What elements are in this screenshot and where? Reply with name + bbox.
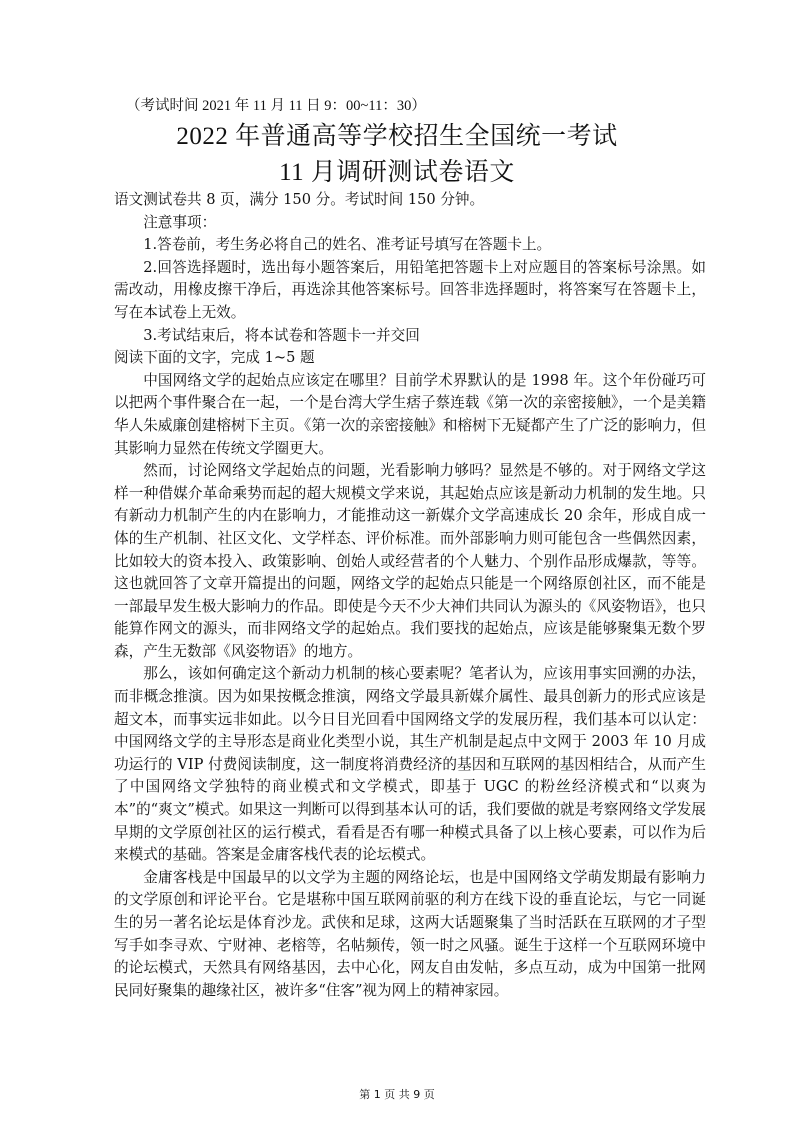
paragraph: 然而，讨论网络文学起始点的问题，光看影响力够吗？显然是不够的。对于网络文学这样一种借媒介革命乘势而起的超大规模文学来说，其起始点应该是新动力机制的发生地。只有新动力机制产生的内在影响力，才能推动这一新媒介文学高速成长 20 余年，形成自成一体的生产机制、社区文化、文学样态、评价标准。而外部影响力则可能包含一些偶然因素，比如较大的资本投入、政策影响、创始人或经营者的个人魅力、个别作品形成爆款，等等。这也就回答了文章开篇提出的问题，网络文学的起始点只能是一个网络原创社区，而不能是一部最早发生极大影响力的作品。即使是今天不少大神们共同认为源头的《风姿物语》，也只能算作网文的源头，而非网络文学的起始点。我们要找的起始点，应该是能够聚集无数个罗森，产生无数部《风姿物语》的地方。 [114, 462, 706, 660]
exam-title: 2022 年普通高等学校招生全国统一考试 [176, 123, 618, 150]
note-item: 1.答卷前，考生务必将自己的姓名、准考证号填写在答题卡上。 [143, 236, 552, 254]
exam-time: （考试时间 2021 年 11 月 11 日 9：00~11：30） [126, 98, 426, 114]
page-number: 第 1 页 共 9 页 [359, 1088, 435, 1101]
reading-prompt: 阅读下面的文字，完成 1~5 题 [114, 349, 315, 367]
paragraph: 那么，该如何确定这个新动力机制的核心要素呢？笔者认为，应该用事实回溯的办法，而非概念推演。因为如果按概念推演，网络文学最具新媒介属性、最具创新力的形式应该是超文本，而事实远非如此。以今日目光回看中国网络文学的发展历程，我们基本可以认定：中国网络文学的主导形态是商业化类型小说，其生产机制是起点中文网于 2003 年 10 月成功运行的 VIP 付费阅读制度，这一制度将消费经济的基因和互联网的基因相结合，从而产生了中国网络文学独特的商业模式和文学模式，即基于 UGC 的粉丝经济模式和“以爽为本”的“爽文”模式。如果这一判断可以得到基本认可的话，我们要做的就是考察网络文学发展早期的文学原创社区的运行模式，看看是否有哪一种模式具备了以上核心要素，可以作为后来模式的基础。答案是金庸客栈代表的论坛模式。 [114, 665, 706, 864]
exam-subtitle: 11 月调研测试卷语文 [279, 159, 515, 186]
notes-heading: 注意事项： [143, 213, 217, 231]
instructions-summary: 语文测试卷共 8 页，满分 150 分。考试时间 150 分钟。 [114, 191, 485, 208]
paragraph: 中国网络文学的起始点应该定在哪里？目前学术界默认的是 1998 年。这个年份碰巧可以把两个事件聚合在一起，一个是台湾大学生痞子蔡连载《第一次的亲密接触》，一个是美籍华人朱威廉创建榕树下主页。《第一次的亲密接触》和榕树下无疑都产生了广泛的影响力，但其影响力显然在传统文学圈更大。 [114, 371, 706, 457]
note-item: 3.考试结束后，将本试卷和答题卡一并交回 [143, 326, 420, 344]
note-item: 2.回答选择题时，选出每小题答案后，用铅笔把答题卡上对应题目的答案标号涂黑。如需改动，用橡皮擦干净后，再选涂其他答案标号。回答非选择题时，将答案写在答题卡上，写在本试卷上无效。 [114, 258, 706, 321]
document-body [114, 189, 706, 1002]
paragraph: 金庸客栈是中国最早的以文学为主题的网络论坛，也是中国网络文学萌发期最有影响力的文学原创和评论平台。它是堪称中国互联网前驱的利方在线下设的垂直论坛，与它一同诞生的另一著名论坛是体育沙龙。武侠和足球，这两大话题聚集了当时活跃在互联网的才子型写手如李寻欢、宁财神、老榕等，名帖频传，领一时之风骚。诞生于这样一个互联网环境中的论坛模式，天然具有网络基因，去中心化，网友自由发帖，多点互动，成为中国第一批网民同好聚集的趣缘社区，被许多“住客”视为网上的精神家园。 [114, 868, 706, 999]
